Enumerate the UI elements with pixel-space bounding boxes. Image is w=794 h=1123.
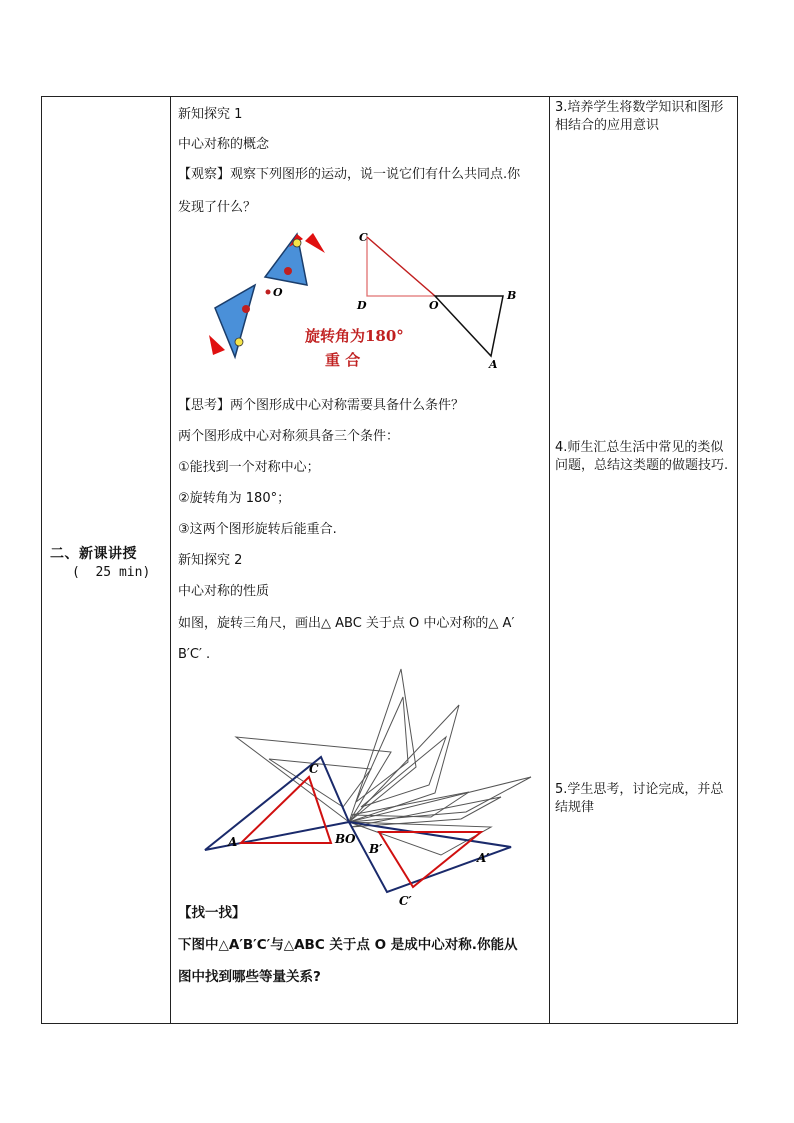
label-d: D [357, 299, 367, 312]
observe-line1: 【观察】观察下列图形的运动，说一说它们有什么共同点.你 [178, 167, 521, 182]
coincide-text: 重 合 [325, 351, 361, 369]
label-c: C [359, 231, 368, 244]
condition-3: ③这两个图形旋转后能重合. [178, 522, 337, 537]
stage-column [42, 97, 170, 1023]
instruction-line1: 如图，旋转三角尺，画出△ ABC 关于点 O 中心对称的△ A′ [178, 616, 515, 631]
condition-2: ②旋转角为 180°； [178, 491, 291, 506]
section-time: ( 25 min) [72, 565, 151, 580]
note-3: 3.培养学生将数学知识和图形相结合的应用意识 [555, 100, 724, 133]
section-title: 二、新课讲授 [50, 546, 137, 562]
label-a: A [228, 835, 238, 849]
rotation-text: 旋转角为180° [305, 327, 404, 345]
find-line1: 下图中△A′B′C′与△ABC 关于点 O 是成中心对称.你能从 [178, 937, 518, 953]
label-o: O [429, 299, 439, 312]
label-c-prime: C′ [399, 894, 412, 908]
label-a-prime: A′ [477, 851, 490, 865]
set-square-figure [201, 667, 521, 908]
label-b: B [335, 832, 346, 846]
label-o: O [345, 832, 356, 846]
explore1-title: 新知探究 1 [178, 107, 243, 122]
label-b-prime: B′ [369, 842, 383, 856]
property-title: 中心对称的性质 [178, 584, 270, 599]
label-c: C [309, 762, 319, 776]
content-column [171, 97, 549, 1023]
instruction-line2: B′C′ . [178, 647, 211, 662]
label-b: B [507, 289, 517, 302]
label-a: A [489, 358, 498, 371]
condition-1: ①能找到一个对称中心； [178, 460, 320, 475]
rotation-figure [185, 225, 525, 375]
explore2-title: 新知探究 2 [178, 553, 243, 568]
observe-line2: 发现了什么？ [178, 200, 257, 215]
label-o-small: O [273, 286, 283, 299]
concept-title: 中心对称的概念 [178, 137, 270, 152]
find-title: 【找一找】 [178, 905, 246, 921]
purpose-column [550, 97, 738, 1023]
think-question: 【思考】两个图形成中心对称需要具备什么条件？ [178, 398, 465, 413]
find-line2: 图中找到哪些等量关系? [178, 969, 321, 985]
note-4: 4.师生汇总生活中常见的类似问题，总结这类题的做题技巧. [555, 440, 729, 473]
note-5: 5.学生思考，讨论完成，并总结规律 [555, 782, 724, 815]
lesson-table [41, 96, 738, 1024]
conditions-intro: 两个图形成中心对称须具备三个条件： [178, 429, 400, 444]
